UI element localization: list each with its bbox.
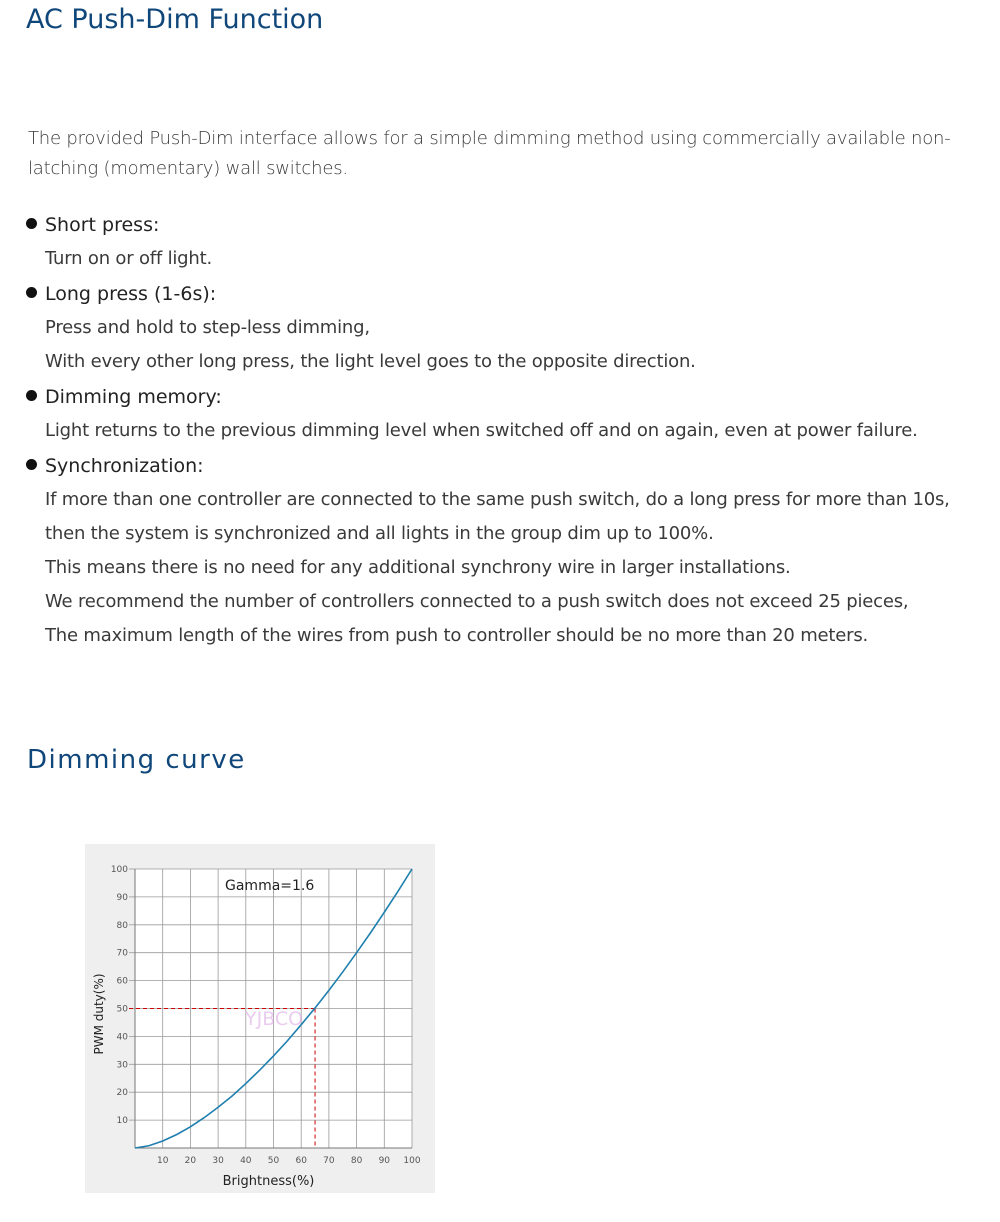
- y-tick-label: 20: [116, 1088, 128, 1099]
- feature-description-line: then the system is synchronized and all lights in the group dim up to 100%.: [45, 523, 714, 544]
- feature-description-line: With every other long press, the light level goes to the opposite direction.: [45, 351, 696, 372]
- y-tick-label: 40: [116, 1032, 128, 1043]
- watermark-logo: YJBCO: [245, 1008, 304, 1030]
- x-tick-label: 60: [295, 1156, 307, 1166]
- x-tick-label: 10: [156, 1156, 169, 1166]
- feature-list: [26, 208, 966, 654]
- bullet-icon: [26, 390, 37, 401]
- feature-description-line: Press and hold to step-less dimming,: [45, 317, 370, 338]
- x-tick-label: 70: [323, 1156, 335, 1166]
- feature-description-line: The maximum length of the wires from push to controller should be no more than 20 meters.: [45, 625, 869, 646]
- feature-item: [26, 208, 966, 276]
- dimming-curve-title: Dimming curve: [27, 745, 246, 775]
- gamma-annotation: Gamma=1.6: [225, 878, 315, 894]
- intro-paragraph: The provided Push-Dim interface allows for a simple dimming method using commercially available non-latching (momentary) wall switches.: [28, 128, 951, 179]
- y-tick-label: 70: [116, 948, 128, 959]
- feature-heading-row: [26, 208, 966, 242]
- bullet-icon: [26, 287, 37, 298]
- x-tick-label: 50: [267, 1156, 280, 1166]
- feature-heading-row: [26, 449, 966, 483]
- feature-item: [26, 449, 966, 653]
- x-tick-label: 90: [378, 1156, 391, 1166]
- x-tick-label: 40: [240, 1156, 252, 1166]
- chart-svg: [85, 844, 435, 1193]
- feature-description-line: If more than one controller are connected to the same push switch, do a long press for more than 10s,: [45, 489, 950, 510]
- feature-heading: Dimming memory:: [45, 386, 222, 408]
- feature-heading: Short press:: [45, 214, 160, 236]
- x-tick-label: 100: [403, 1156, 421, 1166]
- y-tick-label: 50: [116, 1004, 128, 1015]
- y-tick-label: 90: [116, 892, 128, 903]
- feature-heading-row: [26, 277, 966, 311]
- x-axis-label: Brightness(%): [222, 1174, 315, 1189]
- feature-description-line: Turn on or off light.: [45, 248, 212, 269]
- page-title: AC Push-Dim Function: [26, 4, 324, 35]
- bullet-icon: [26, 218, 37, 229]
- x-tick-label: 20: [184, 1156, 197, 1166]
- feature-description-line: This means there is no need for any additional synchrony wire in larger installations.: [45, 557, 791, 578]
- bullet-icon: [26, 459, 37, 470]
- y-tick-label: 60: [116, 976, 128, 987]
- y-axis-label: PWM duty(%): [92, 973, 106, 1055]
- feature-heading-row: [26, 380, 966, 414]
- x-tick-label: 30: [212, 1156, 224, 1166]
- y-tick-label: 30: [116, 1060, 128, 1071]
- feature-description-line: We recommend the number of controllers connected to a push switch does not exceed 25 pieces,: [45, 591, 909, 612]
- feature-heading: Synchronization:: [45, 455, 204, 477]
- y-tick-label: 10: [116, 1116, 128, 1127]
- y-tick-label: 100: [110, 865, 128, 875]
- feature-item: [26, 380, 966, 448]
- x-tick-label: 80: [350, 1156, 363, 1166]
- feature-item: [26, 277, 966, 379]
- feature-heading: Long press (1-6s):: [45, 283, 217, 305]
- y-tick-label: 80: [116, 920, 128, 931]
- feature-description-line: Light returns to the previous dimming level when switched off and on again, even at power failure.: [45, 420, 918, 441]
- dimming-curve-chart: [85, 844, 435, 1193]
